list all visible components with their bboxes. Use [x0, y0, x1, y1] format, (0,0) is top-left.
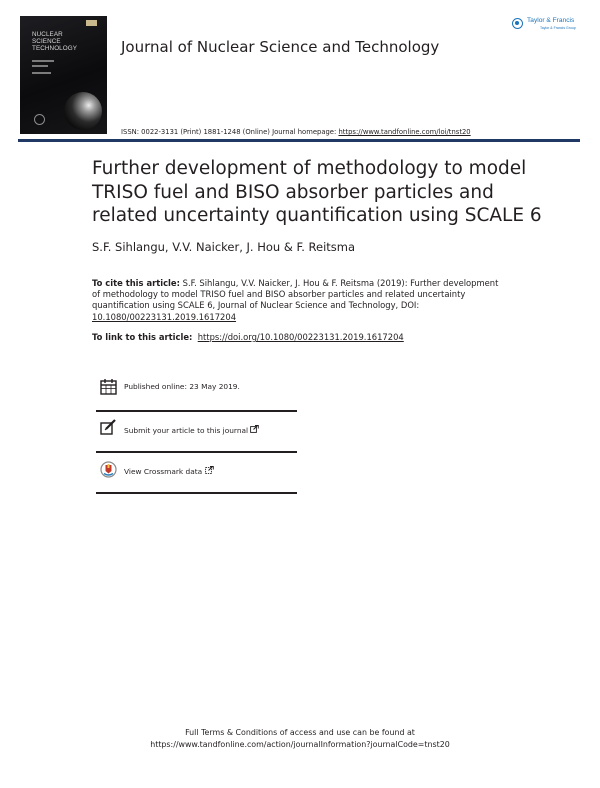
- footer: [0, 727, 600, 751]
- cover-orb-graphic: [64, 92, 102, 130]
- footer-terms-url[interactable]: https://www.tandfonline.com/action/journalInformation?journalCode=tnst20: [150, 740, 450, 749]
- issn-text: ISSN: 0022-3131 (Print) 1881-1248 (Online) Journal homepage:: [121, 128, 337, 136]
- cover-small-text: [32, 65, 48, 67]
- article-doi-url[interactable]: https://doi.org/10.1080/00223131.2019.1617204: [197, 332, 404, 342]
- cover-title-line3: TECHNOLOGY: [32, 45, 78, 52]
- citation-label: To cite this article:: [92, 278, 180, 288]
- info-row-divider: [96, 492, 297, 494]
- article-link-block: [92, 332, 404, 342]
- publisher-logo-icon: [512, 18, 523, 29]
- cover-seal-icon: [34, 114, 45, 125]
- footer-terms-text: Full Terms & Conditions of access and use can be found at: [185, 728, 415, 737]
- edit-article-icon: [100, 419, 117, 436]
- article-link-label: To link to this article:: [92, 332, 193, 342]
- info-row-divider: [96, 410, 297, 412]
- publisher-logo[interactable]: [512, 15, 582, 37]
- info-row-divider: [96, 451, 297, 453]
- journal-cover-image: [20, 16, 107, 134]
- article-authors: S.F. Sihlangu, V.V. Naicker, J. Hou & F. Reitsma: [92, 240, 356, 254]
- crossmark-text: View Crossmark data: [124, 467, 203, 476]
- published-online-text: Published online: 23 May 2019.: [124, 382, 240, 391]
- cover-title-line1: NUCLEAR: [32, 31, 63, 38]
- crossmark-icon: [100, 461, 117, 478]
- external-link-icon: [205, 466, 214, 474]
- cover-badge: [86, 20, 97, 26]
- citation-doi-link[interactable]: 10.1080/00223131.2019.1617204: [92, 311, 237, 322]
- cover-title-line2: SCIENCE: [32, 38, 61, 45]
- calendar-icon: [100, 378, 117, 395]
- citation-block: [92, 278, 502, 323]
- cover-small-text: [32, 60, 54, 62]
- submit-article-text: Submit your article to this journal: [124, 426, 249, 435]
- crossmark-link[interactable]: [124, 466, 214, 476]
- issn-line: [121, 128, 471, 136]
- citation-text: S.F. Sihlangu, V.V. Naicker, J. Hou & F. Reitsma (2019): Further development of methodology to model TRISO fuel and BISO absorber particles and related uncertainty quantification using SCALE 6, Journal of Nuclear Science and Technology, DOI:: [92, 278, 499, 311]
- submit-article-link[interactable]: [124, 425, 259, 435]
- external-link-icon: [250, 425, 259, 433]
- article-title: Further development of methodology to model TRISO fuel and BISO absorber particles and related uncertainty quantification using SCALE 6: [92, 158, 542, 226]
- publisher-name: Taylor & Francis: [527, 17, 575, 24]
- header-divider: [18, 139, 580, 142]
- publisher-subname: Taylor & Francis Group: [540, 26, 576, 30]
- journal-homepage-link[interactable]: https://www.tandfonline.com/loi/tnst20: [338, 128, 471, 136]
- journal-title[interactable]: Journal of Nuclear Science and Technology: [121, 38, 440, 56]
- cover-small-text: [32, 72, 51, 74]
